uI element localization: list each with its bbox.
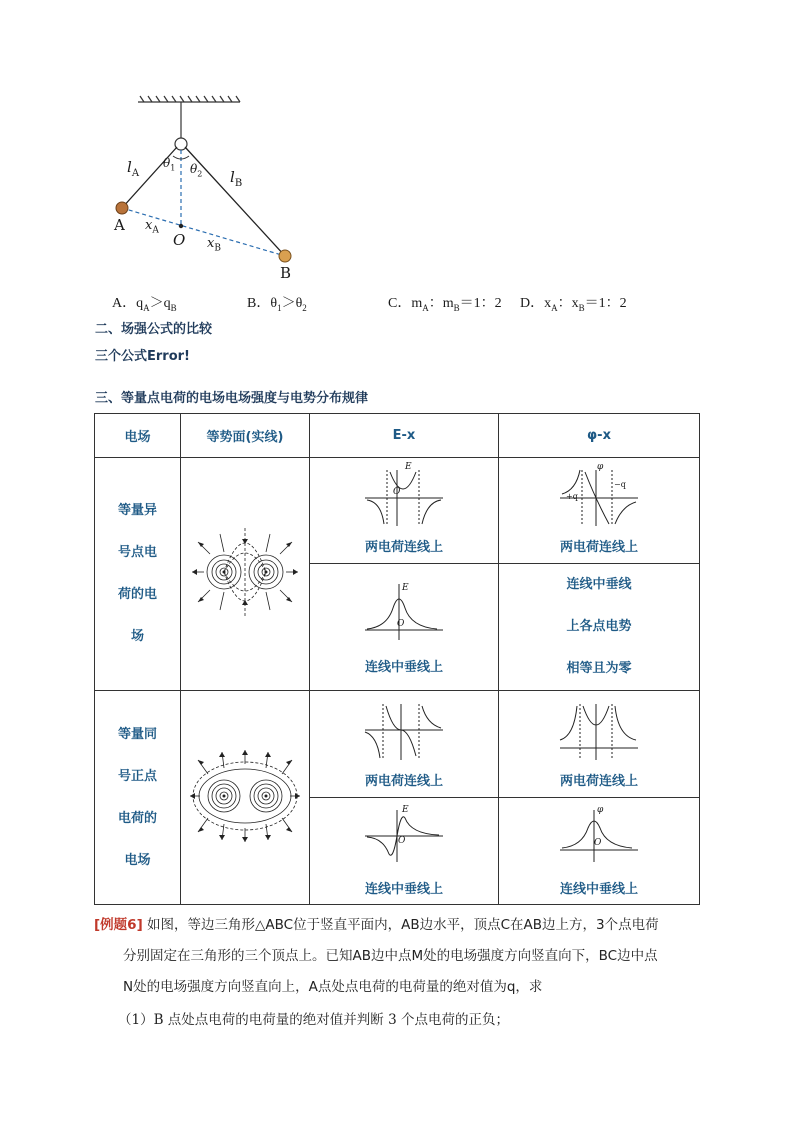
row1-ex-caption: 两电荷连线上	[364, 540, 443, 555]
example-line1: [例题6] 如图，等边三角形△ABC位于竖直平面内，AB边水平，顶点C在AB边上方，3个点电荷	[94, 917, 659, 933]
row2-ex-caption: 两电荷连线上	[364, 773, 443, 789]
pendulum-diagram	[100, 90, 320, 285]
example-tag: [例题6]	[94, 917, 143, 933]
ball-a	[116, 202, 128, 214]
label-theta1: $\theta_1$	[163, 156, 176, 173]
graph-label-phi1: φ	[597, 462, 604, 472]
graph-label-e1: E	[405, 462, 412, 472]
row2-equipotential	[181, 691, 310, 905]
pendulum-figure	[100, 90, 320, 285]
example-question1: （1）B 点处点电荷的电荷量的绝对值并判断 3 个点电荷的正负；	[118, 1012, 509, 1028]
label-a: A	[114, 216, 125, 234]
row1-ex2-caption: 连线中垂线上	[364, 659, 443, 675]
header-field: 电场	[95, 414, 181, 458]
header-equipotential: 等势面(实线)	[181, 414, 310, 458]
option-b: B．$\theta_1>\theta_2$	[247, 296, 307, 313]
option-d: D．$x_A$：$x_B=1$：2	[520, 296, 627, 313]
row2-phi2-caption: 连线中垂线上	[559, 881, 638, 897]
example-line3: N处的电场强度方向竖直向上，A点处点电荷的电荷量的绝对值为q，求	[123, 979, 543, 995]
row1-equipotential	[181, 458, 310, 691]
row2-phix-cell	[499, 691, 700, 798]
label-la: $l_A$	[127, 158, 140, 179]
dipole-field-diagram	[190, 524, 300, 620]
point-o	[179, 224, 183, 228]
phix-graph-like	[556, 700, 642, 762]
graph-label-o3: O	[398, 836, 406, 846]
label-lb: $l_B$	[230, 168, 243, 189]
row1-phix-cell	[499, 458, 700, 564]
row2-phix-caption: 两电荷连线上	[559, 773, 638, 789]
header-ex: E-x	[310, 414, 499, 458]
ex-graph-opposite	[361, 466, 447, 528]
like-charges-field-diagram	[190, 746, 300, 846]
row2-ex2-caption: 连线中垂线上	[364, 881, 443, 897]
ceiling	[138, 96, 240, 102]
header-phix: φ-x	[499, 414, 700, 458]
graph-label-e3: E	[402, 805, 409, 815]
table-header-row	[95, 414, 700, 458]
section3-title: 三、等量点电荷的电场电场强度与电势分布规律	[95, 391, 369, 406]
graph-label-o2: O	[397, 619, 405, 629]
row1-ex-cell	[310, 458, 499, 564]
example-line2: 分别固定在三角形的三个顶点上。已知AB边中点M处的电场强度方向竖直向下，BC边中点	[123, 948, 658, 964]
ex-graph-like	[361, 700, 447, 762]
label-xa: $x_A$	[145, 218, 159, 236]
graph-label-o4: O	[594, 838, 602, 848]
ball-b	[279, 250, 291, 262]
section2-line: 三个公式Error!	[95, 349, 190, 364]
section2-title: 二、场强公式的比较	[95, 322, 213, 337]
row1-label: 等量异 号点电 荷的电 场	[95, 458, 181, 691]
table-row	[95, 458, 700, 564]
row1-phix-caption: 两电荷连线上	[559, 540, 638, 555]
row1-phi2-cell: 连线中垂线 上各点电势 相等且为零	[499, 564, 700, 691]
graph-label-o1: O	[393, 487, 401, 497]
graph-label-minusq1: −q	[614, 480, 626, 489]
label-b: B	[280, 264, 292, 282]
graph-label-plusq1: +q	[566, 492, 578, 501]
graph-label-phi2: φ	[597, 805, 604, 815]
pulley	[175, 138, 187, 150]
label-xb: $x_B$	[207, 236, 221, 254]
option-c: C．$m_A$：$m_B=1$：2	[388, 296, 502, 313]
graph-label-e2: E	[402, 583, 409, 593]
table-row	[95, 691, 700, 798]
row2-label: 等量同 号正点 电荷的 电场	[95, 691, 181, 905]
label-theta2: $\theta_2$	[190, 162, 203, 179]
label-o: O	[173, 231, 186, 249]
option-a: A．$q_A>q_B$	[112, 296, 177, 313]
row2-ex-cell	[310, 691, 499, 798]
